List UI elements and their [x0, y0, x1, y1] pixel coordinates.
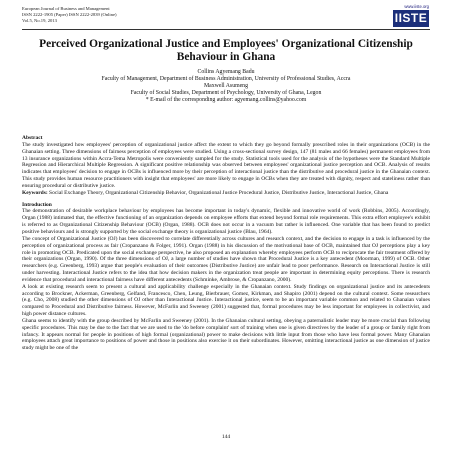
- author-affiliation: Faculty of Management, Department of Business Administration, University of Professional Studies, Accra: [101, 76, 351, 82]
- paper-title: Perceived Organizational Justice and Employees' Organizational Citizenship Behaviour in Ghana: [39, 38, 413, 63]
- journal-issn: ISSN 2222-1905 (Paper) ISSN 2222-2839 (Online): [22, 12, 117, 18]
- paper-body: [22, 133, 430, 352]
- intro-paragraph: Ghana seems to identify with the group described by McFarlin and Sweeney (2001). In the Ghanaian cultural setting, obeying a paternalistic leader may be more crucial than following specific procedures. This may be due to the fact that we are used to the 'do before complaint' sort of training when one is given directives by the leader of a group or family right from infancy. It appears normal for people in positions of high formal (organizational) power to make decisions with little input from those who have less formal power. Many Ghanaian employees attach great importance to positions of power and those in positions also exercise it on their subordinates. However, omitting interactional justice as one dimension of justice study might be one of the: [22, 317, 430, 352]
- abstract-text: The study investigated how employees' perception of organizational justice affect the extent to which they go beyond formally prescribed roles in their organizations (OCB) in the Ghanaian setting. Three dimensions of fairness perception of employees were studied. Using a cross-sectional survey design, 147 (81 males and 66 females) permanent employees from 13 insurance organizations within Accra-Tema Metropolis were conveniently sampled for the study. Statistical tools used for the analysis of the hypotheses were the Standard Multiple Regression and Hierarchical Multiple Regression. A significant positive relationship was observed between employees' organizational justice perception and OCB. Analysis of results indicates that employees' decision to engage in OCBs is influenced more by their perception of interactional justice than the distributive and procedural justice in the Ghanaian context. This study provides human resource practitioners with insight that employees' are more likely to engage in OCBs when they are treated with dignity, respect and stateliness rather than ensuring procedural or distributive justice.: [22, 141, 430, 189]
- author-name: Collins Agyemang Badu: [197, 69, 255, 75]
- intro-paragraph: The demonstration of desirable workplace behaviour by employees has become important in today's dynamic, flexible and innovative world of work (Robbins, 2005). Accordingly, Organ (1988) intimated that, the effective functioning of an organization depends on employee efforts that extend beyond formal role requirements. This extra effort employee's exhibit is referred to as Organizational Citizenship Behaviour (OCB) (Organ, 1988). OCB does not occur in a vacuum but rather is influenced. One variable that has been found to predict positive behaviours and is strongly supported by the social exchange theory is organizational justice (Blau, 1964).: [22, 208, 430, 235]
- journal-volume: Vol.5, No.19, 2013: [22, 18, 57, 24]
- author-block: [22, 69, 430, 104]
- author-name: Maxwell Asumeng: [204, 83, 248, 89]
- intro-paragraph: A look at existing research seem to present a cultural and applicability challenge especially in the Ghanaian context. Study findings on organizational justice and its antecedents according to Brockner, Ackerman, Greenberg, Gelfand, Francesco, Chen, Leung, Bierbrauer, Gomez, Kirkman, and Shapiro (2001) depend on the cultural context. Some researchers (e.g. Cho, 2008) studied the other dimensions of OJ other than Interactional Justice. Interactional justice, seem to be an important variable common and related to Ghanaian values compared to Procedural and Distributive fairness. However, McFarlin and Sweeney (2001) suggested that, formal procedures may be less important for employees in collectivist, and high power distance cultures.: [22, 283, 430, 318]
- corresponding-author: * E-mail of the corresponding author: agyemang.collins@yahoo.com: [145, 97, 307, 103]
- abstract-heading: Abstract: [22, 135, 43, 141]
- journal-site: www.iiste.org: [404, 4, 429, 9]
- keywords-line: [22, 190, 430, 197]
- introduction-heading: Introduction: [22, 201, 52, 208]
- author-affiliation: Faculty of Social Studies, Department of Psychology, University of Ghana, Legon: [130, 90, 322, 96]
- journal-header: [22, 6, 117, 25]
- intro-paragraph: The concept of Organizational Justice (OJ) has been discovered to correlate differentially across cultures and research context, and the decision to engage in a task is influenced by the perception of organizational process as fair (Cropanzano & Folger, 1991). Organ (1988) in his discussion of the motivational base of OCB, maintained that OJ perceptions play a key role in promoting OCB. Predicated upon the social exchange perspective, he also proposed an explanation whereby employees perform OCB to reciprocate the fair treatment offered by their organizations (Organ, 1990). Of the three dimensions of OJ, a large number of studies have shown that Procedural Justice is a key antecedent (Moorman, 1999) of OCB. Other researchers (e.g. Greenberg, 1993) argue that people's evaluation of their outcomes (Distributive Justice) are unfair lead to poor performance. Research on Interactional Justice is still under harvesting. Interactional Justice refers to the idea that how decision makers in the organization treat people are important in determining equity perceptions. There is research evidence that procedural and interactional fairness have different antecedents (Schminke, Ambrose, & Cropanzano, 2000).: [22, 235, 430, 283]
- iiste-logo: [393, 4, 429, 28]
- journal-name: European Journal of Business and Management: [22, 6, 110, 11]
- keywords-text: Social Exchange Theory, Organizational Citizenship Behavior, Organizational Justice Procedural Justice, Distributive Justice, Interactional Justice, Ghana: [49, 189, 389, 196]
- page-number: 144: [221, 434, 231, 440]
- logo-mark: IISTE: [394, 11, 428, 25]
- header-rule: [22, 29, 430, 30]
- keywords-label: Keywords:: [22, 189, 48, 196]
